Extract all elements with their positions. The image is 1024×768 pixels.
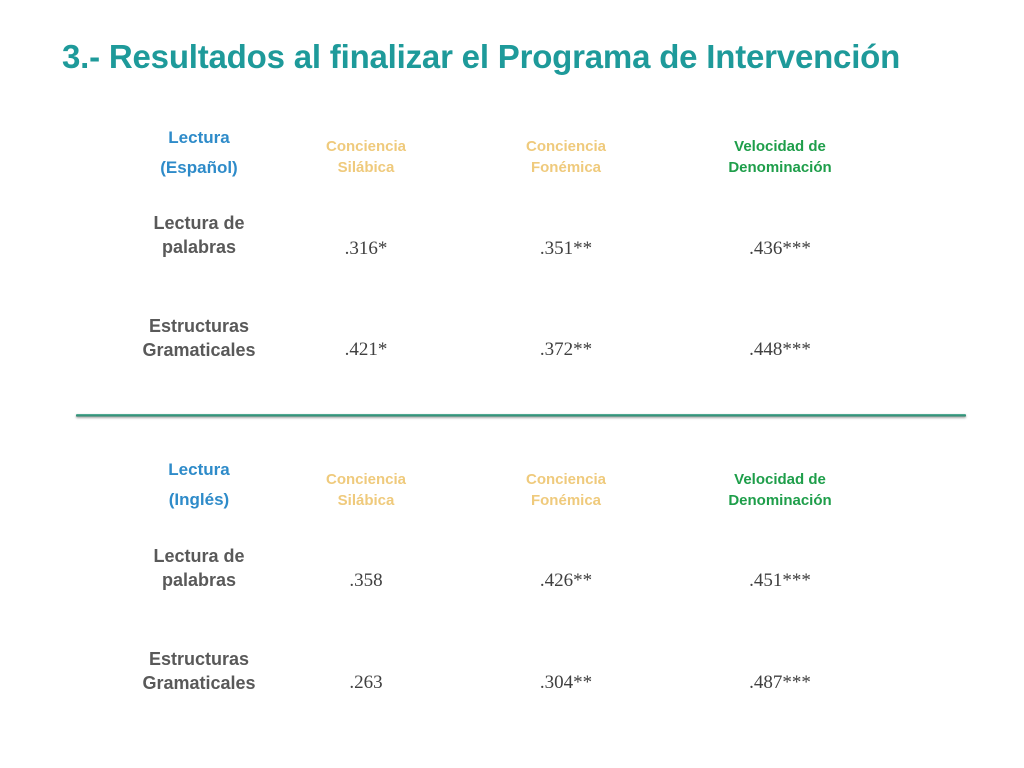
column-header-line-1: Velocidad de bbox=[734, 138, 826, 155]
column-header-line-1: Conciencia bbox=[525, 471, 607, 488]
column-header-line-2: Denominación bbox=[728, 492, 832, 509]
value-silabica: .263 bbox=[349, 672, 383, 693]
column-header-line-1: Conciencia bbox=[325, 471, 407, 488]
column-header-line-2: Fonémica bbox=[530, 159, 602, 176]
table-corner-header bbox=[168, 455, 229, 515]
row-label-line-2: palabras bbox=[161, 570, 237, 590]
row-label-line-2: Gramaticales bbox=[142, 673, 256, 693]
value-fonemica: .351** bbox=[539, 238, 593, 259]
column-header-velocidad bbox=[728, 136, 831, 178]
corner-line-1: Lectura bbox=[168, 460, 230, 479]
row-label-estructuras-gramaticales bbox=[142, 647, 255, 695]
row-label-line-2: Gramaticales bbox=[142, 340, 256, 360]
column-header-fonemica bbox=[526, 136, 606, 178]
column-header-fonemica bbox=[526, 469, 606, 511]
value-fonemica: .426** bbox=[539, 570, 593, 591]
value-velocidad: .487*** bbox=[749, 672, 811, 693]
column-header-line-1: Conciencia bbox=[325, 138, 407, 155]
value-fonemica: .304** bbox=[539, 672, 593, 693]
value-silabica: .421* bbox=[344, 339, 388, 360]
column-header-velocidad bbox=[728, 469, 831, 511]
row-label-line-1: Lectura de bbox=[153, 546, 245, 566]
column-header-line-2: Denominación bbox=[728, 159, 832, 176]
slide-title: 3.- Resultados al finalizar el Programa de Intervención bbox=[62, 38, 901, 75]
table-corner-header bbox=[160, 123, 237, 183]
column-header-line-1: Conciencia bbox=[525, 138, 607, 155]
column-header-silabica bbox=[326, 136, 406, 178]
value-velocidad: .448*** bbox=[749, 339, 811, 360]
row-label-line-1: Estructuras bbox=[148, 316, 250, 336]
column-header-line-2: Fonémica bbox=[530, 492, 602, 509]
column-header-silabica bbox=[326, 469, 406, 511]
row-label-line-1: Lectura de bbox=[153, 213, 245, 233]
value-silabica: .316* bbox=[344, 238, 388, 259]
row-label-line-1: Estructuras bbox=[148, 649, 250, 669]
section-divider bbox=[76, 414, 966, 417]
value-velocidad: .436*** bbox=[749, 238, 811, 259]
column-header-line-2: Silábica bbox=[337, 159, 395, 176]
value-fonemica: .372** bbox=[539, 339, 593, 360]
row-label-line-2: palabras bbox=[161, 237, 237, 257]
corner-line-2: (Inglés) bbox=[168, 490, 230, 509]
column-header-line-1: Velocidad de bbox=[734, 471, 826, 488]
corner-line-2: (Español) bbox=[160, 158, 238, 177]
row-label-lectura-palabras bbox=[153, 544, 244, 592]
value-velocidad: .451*** bbox=[749, 570, 811, 591]
value-silabica: .358 bbox=[349, 570, 383, 591]
corner-line-1: Lectura bbox=[168, 128, 230, 147]
row-label-lectura-palabras bbox=[153, 211, 244, 259]
row-label-estructuras-gramaticales bbox=[142, 314, 255, 362]
column-header-line-2: Silábica bbox=[337, 492, 395, 509]
